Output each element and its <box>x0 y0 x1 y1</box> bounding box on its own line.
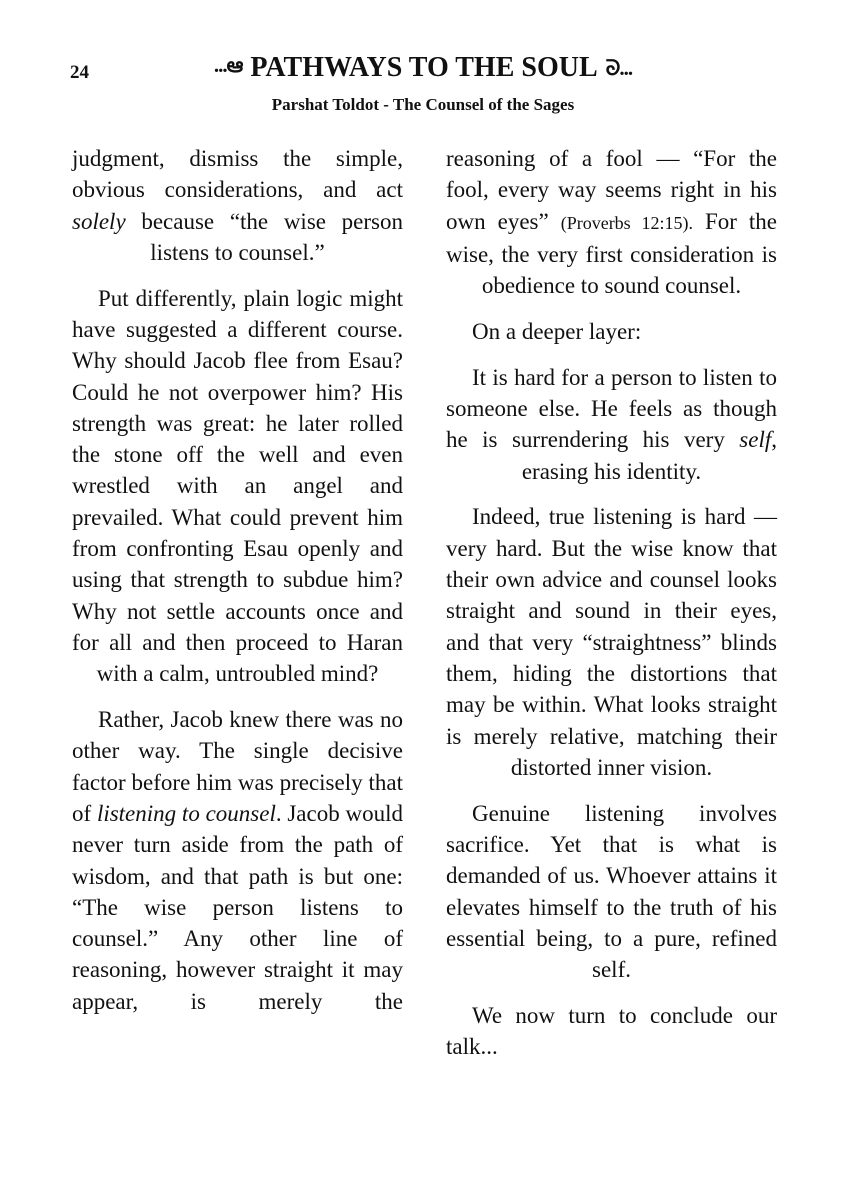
paragraph: We now turn to conclude our talk... <box>446 1002 777 1060</box>
right-column <box>446 143 777 1077</box>
paragraph: On a deeper layer: <box>472 318 642 344</box>
ornament-left-icon: ...ఆ <box>213 53 243 77</box>
running-header <box>0 52 846 92</box>
paragraph: judgment, dismiss the simple, obvious considerations, and act solely because “the wise person listens to counsel.” <box>72 146 403 265</box>
paragraph: Indeed, true listening is hard — very hard. But the wise know that their own advice and counsel looks straight and sound in their eyes, and that very “straightness” blinds them, hiding the distortions that may be within. What looks straight is merely relative, matching their distorted inner vision. <box>446 504 777 780</box>
paragraph: Rather, Jacob knew there was no other way. The single decisive factor before him was precisely that of listening to counsel. Jacob would never turn aside from the path of wisdom, and that path is but one: “The wise person listens to counsel.” Any other line of reasoning, however straight it may appear, is merely the <box>72 707 403 1014</box>
header-title-group <box>128 52 718 84</box>
chapter-subtitle: Parshat Toldot - The Counsel of the Sages <box>271 95 575 114</box>
ornament-right-icon: ᘐ... <box>605 55 633 80</box>
paragraph: It is hard for a person to listen to someone else. He feels as though he is surrendering his very self, erasing his identity. <box>446 364 777 484</box>
book-title: PATHWAYS TO THE SOUL <box>250 52 598 83</box>
paragraph: Put differently, plain logic might have suggested a different course. Why should Jacob flee from Esau? Could he not overpower him? His strength was great: he later rolled the stone off the well and even wrestled with an angel and prevailed. What could prevent him from confronting Esau openly and using that strength to subdue him? Why not settle accounts once and for all and then proceed to Haran with a calm, untroubled mind? <box>72 285 403 687</box>
left-column <box>72 143 403 1032</box>
page-number: 24 <box>70 62 89 83</box>
paragraph: Genuine listening involves sacrifice. Yet that is what is demanded of us. Whoever attains it elevates himself to the truth of his essential being, to a pure, refined self. <box>446 800 777 983</box>
paragraph: reasoning of a fool — “For the fool, every way seems right in his own eyes” (Proverbs 12:15). For the wise, the very first consideration is obedience to sound counsel. <box>446 146 778 299</box>
